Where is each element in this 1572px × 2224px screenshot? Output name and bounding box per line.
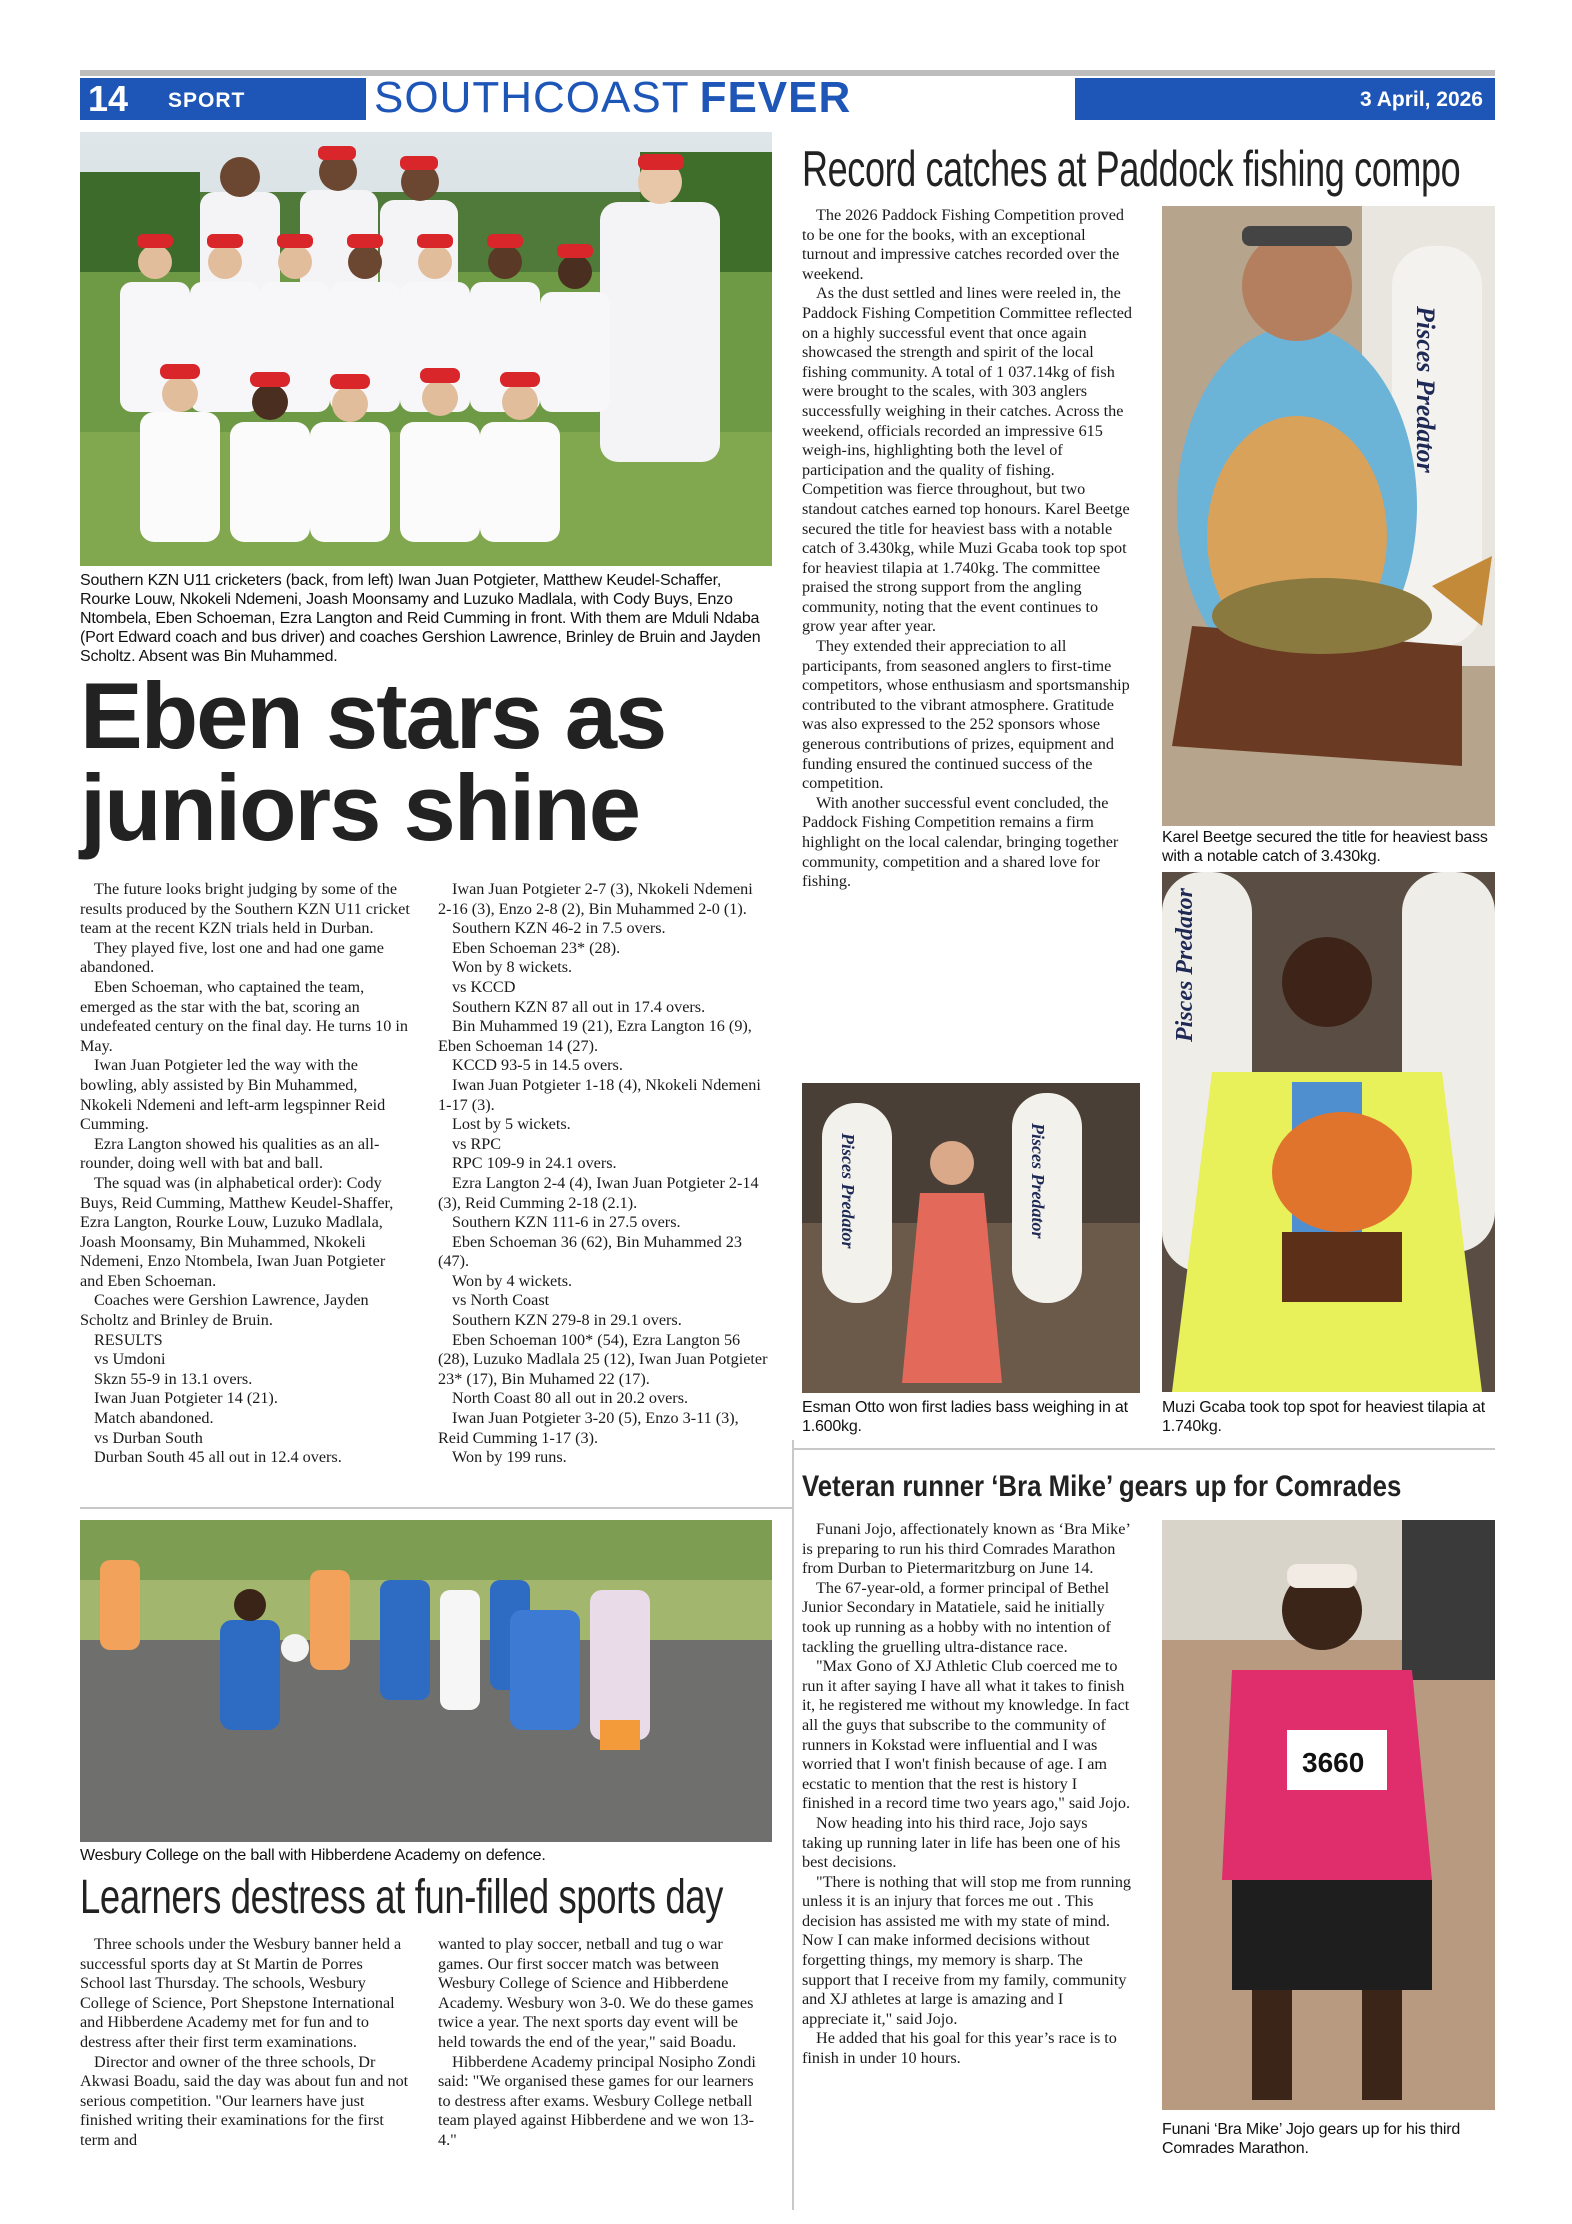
cricket-result-line: KCCD 93-5 in 14.5 overs. (452, 1056, 623, 1075)
cricket-column-1 (80, 880, 410, 1468)
comrades-paragraph: Funani Jojo, affectionately known as ‘Bra Mike’ is preparing to run his third Comrades Marathon from Durban to Pietermaritzburg on June 14. (802, 1520, 1130, 1578)
pisces-predator-label: Pisces Predator (1028, 1123, 1048, 1239)
cricket-result-line: Southern KZN 279-8 in 29.1 overs. (452, 1311, 682, 1330)
brand-light: SOUTHCOAST (374, 73, 690, 122)
muzi-gcaba-photo (1162, 872, 1495, 1392)
sports-day-paragraph: Three schools under the Wesbury banner held a successful sports day at St Martin de Porres School last Thursday. The schools, Wesbury College of Science, Port Shepstone International and Hibberdene Academy met for fun and to destress after their first term examinations. (80, 1935, 402, 2051)
cricket-team-photo (80, 132, 772, 566)
esman-otto-photo (802, 1083, 1140, 1393)
cricket-result-line: Southern KZN 111-6 in 27.5 overs. (452, 1213, 681, 1232)
cricket-paragraph: Eben Schoeman, who captained the team, emerged as the star with the bat, scoring an undefeated century on the final day. He turns 10 in May. (80, 977, 408, 1055)
comrades-body (802, 1520, 1132, 2069)
muzi-caption: Muzi Gcaba took top spot for heaviest tilapia at 1.740kg. (1162, 1399, 1486, 1435)
comrades-paragraph: Now heading into his third race, Jojo says taking up running later in life has been one of his best decisions. (802, 1813, 1121, 1872)
cricket-result-line: RPC 109-9 in 24.1 overs. (452, 1154, 617, 1173)
cricket-paragraph: Ezra Langton showed his qualities as an all-rounder, doing well with bat and ball. (80, 1134, 380, 1173)
cricket-result-line: Ezra Langton 2-4 (4), Iwan Juan Potgieter 2-14 (3), Reid Cumming 2-18 (2.1). (438, 1173, 759, 1212)
cricket-paragraph: The future looks bright judging by some of the results produced by the Southern KZN U11 cricket team at the recent KZN trials held in Durban. (80, 880, 410, 938)
comrades-paragraph: The 67-year-old, a former principal of Bethel Junior Secondary in Matatiele, said he initially took up running as a hobby with no intention of tackling the gruelling ultra-distance race. (802, 1578, 1111, 1656)
page-section-box (80, 78, 366, 120)
karel-caption: Karel Beetge secured the title for heaviest bass with a notable catch of 3.430kg. (1162, 829, 1488, 865)
cricket-result-line: Southern KZN 46-2 in 7.5 overs. (452, 919, 666, 938)
cricket-result-line: Iwan Juan Potgieter 2-7 (3), Nkokeli Ndemeni 2-16 (3), Enzo 2-8 (2), Bin Muhammed 2-0 (1). (438, 880, 753, 918)
fishing-paragraph: The 2026 Paddock Fishing Competition proved to be one for the books, with an exceptional turnout and impressive catches recorded over the weekend. (802, 206, 1124, 283)
cricket-headline: Eben stars as juniors shine (80, 663, 666, 860)
cricket-photo-caption: Southern KZN U11 cricketers (back, from left) Iwan Juan Potgieter, Matthew Keudel-Schaffer, Rourke Louw, Nkokeli Ndemeni, Joash Moonsamy and Luzuko Madlala, with Cody Buys, Enzo Ntombela, Eben Schoeman, Ezra Langton and Reid Cumming in front. With them are Mduli Ndaba (Port Edward coach and bus driver) and coaches Gershion Lawrence, Brinley de Bruin and Jayden Scholtz. Absent was Bin Muhammed. (80, 572, 761, 665)
sports-day-paragraph: wanted to play soccer, netball and tug o war games. Our first soccer match was between Wesbury College of Science and Hibberdene Academy. Wesbury won 3-0. We do these games twice a year. The next sports day event will be held towards the end of the year," said Boadu. (438, 1935, 754, 2051)
cricket-result-line: Iwan Juan Potgieter 3-20 (5), Enzo 3-11 (3), Reid Cumming 1-17 (3). (438, 1409, 739, 1447)
cricket-result-line: Bin Muhammed 19 (21), Ezra Langton 16 (9), Eben Schoeman 14 (27). (438, 1017, 752, 1055)
comrades-paragraph: "Max Gono of XJ Athletic Club coerced me to run it after saying I have all what it takes to finish it, he registered me without my knowledge. In fact all the guys that subscribe to the community of runners in Kokstad were influential and I was worried that I won't finish because of age. I am ecstatic to mention that the rest is history I finished in a record time two years ago," said Jojo. (802, 1657, 1131, 1813)
cricket-paragraph: vs Umdoni (94, 1350, 166, 1369)
fishing-body (802, 206, 1132, 892)
cricket-result-line: vs KCCD (452, 977, 516, 996)
issue-date: 3 April, 2026 (1075, 78, 1495, 120)
column-divider (792, 1510, 794, 2210)
cricket-result-line: vs North Coast (452, 1291, 550, 1310)
netball-photo (80, 1520, 772, 1842)
sports-day-column-1 (80, 1935, 410, 2151)
cricket-paragraph: Match abandoned. (94, 1409, 214, 1428)
column-divider (792, 1440, 794, 1510)
cricket-paragraph: Iwan Juan Potgieter 14 (21). (94, 1389, 278, 1408)
cricket-result-line: Won by 8 wickets. (452, 958, 573, 977)
brand-bold: FEVER (699, 73, 852, 122)
cricket-result-line: Lost by 5 wickets. (452, 1115, 571, 1134)
cricket-result-line: Eben Schoeman 100* (54), Ezra Langton 56 (28), Luzuko Madlala 25 (12), Iwan Juan Potgieter 23* (17), Bin Muhamed 22 (17). (438, 1330, 768, 1388)
cricket-result-line: Eben Schoeman 36 (62), Bin Muhammed 23 (47). (438, 1232, 742, 1271)
cricket-paragraph: Durban South 45 all out in 12.4 overs. (94, 1448, 342, 1467)
fishing-paragraph: As the dust settled and lines were reeled in, the Paddock Fishing Competition Committee reflected on a highly successful event that once again showcased the strength and spirit of the local fishing community. A total of 1 037.14kg of fish were brought to the scales, with 303 anglers successfully weighing in their catches. Across the weekend, officials recorded an impressive 615 weigh-ins, highlighting both the level of participation and the quality of fishing. Competition was fierce throughout, but two standout catches earned top honours. Karel Beetge secured the title for heaviest bass with a notable catch of 3.430kg, while Muzi Gcaba took top spot for heaviest tilapia at 1.740kg. The committee praised the strong support from the angling community, noting that the event continues to grow year after year. (802, 284, 1132, 636)
cricket-result-line: Won by 4 wickets. (452, 1271, 573, 1290)
cricket-paragraph: Coaches were Gershion Lawrence, Jayden Scholtz and Brinley de Bruin. (80, 1291, 369, 1330)
fishing-paragraph: They extended their appreciation to all participants, from seasoned anglers to first-time competitors, whose enthusiasm and sportsmanship contributed to the vibrant atmosphere. Gratitude was also expressed to the 252 sponsors whose generous contributions of prizes, equipment and funding ensured the continued success of the competition. (802, 637, 1130, 793)
karel-beetge-photo (1162, 206, 1495, 826)
bra-mike-photo (1162, 1520, 1495, 2110)
comrades-paragraph: He added that his goal for this year’s race is to finish in under 10 hours. (802, 2029, 1117, 2068)
netball-caption: Wesbury College on the ball with Hibberdene Academy on defence. (80, 1847, 546, 1864)
page-number: 14 (88, 78, 129, 119)
race-bib-number: 3660 (1302, 1747, 1365, 1778)
section-divider (80, 1507, 792, 1509)
pisces-predator-label: Pisces Predator (1172, 888, 1198, 1042)
cricket-result-line: North Coast 80 all out in 20.2 overs. (452, 1389, 689, 1408)
sports-day-headline: Learners destress at fun-filled sports day (80, 1871, 724, 1924)
comrades-paragraph: "There is nothing that will stop me from running unless it is an injury that forces me out . This decision has assisted me with my state of mind. Now I can make informed decisions without forgetting things, my memory is sharp. The support that I receive from my family, community and XJ athletes at large is amazing and I appreciate it," said Jojo. (802, 1872, 1132, 2028)
section-label: SPORT (168, 89, 246, 112)
cricket-paragraph: RESULTS (94, 1330, 163, 1349)
cricket-result-line: Iwan Juan Potgieter 1-18 (4), Nkokeli Ndemeni 1-17 (3). (438, 1075, 761, 1114)
fishing-paragraph: With another successful event concluded, the Paddock Fishing Competition remains a firm highlight on the local calendar, bringing together community, competition and a shared love for fishing. (802, 793, 1119, 891)
cricket-result-line: Eben Schoeman 23* (28). (452, 938, 621, 957)
cricket-paragraph: The squad was (in alphabetical order): Cody Buys, Reid Cumming, Matthew Keudel-Shaffer, Ezra Langton, Rourke Louw, Luzuko Madlala, Joash Moonsamy, Bin Muhammed, Nkokeli Ndemeni, Enzo Ntombela, Iwan Juan Potgieter and Eben Schoeman. (80, 1173, 394, 1290)
cricket-paragraph: vs Durban South (94, 1428, 203, 1447)
cricket-result-line: vs RPC (452, 1134, 502, 1153)
cricket-paragraph: Skzn 55-9 in 13.1 overs. (94, 1369, 253, 1388)
sports-day-paragraph: Director and owner of the three schools, Dr Akwasi Boadu, said the day was about fun and not serious competition. "Our learners have just finished writing their examinations for the first term and (80, 2052, 409, 2149)
pisces-predator-label: Pisces Predator (1411, 306, 1440, 473)
sports-day-column-2 (438, 1935, 768, 2151)
cricket-paragraph: They played five, lost one and had one game abandoned. (80, 938, 384, 977)
cricket-column-2 (438, 880, 768, 1468)
bra-mike-caption: Funani ‘Bra Mike’ Jojo gears up for his third Comrades Marathon. (1162, 2121, 1461, 2157)
section-divider (792, 1448, 1495, 1450)
sports-day-paragraph: Hibberdene Academy principal Nosipho Zondi said: "We organised these games for our learners to destress after exams. Wesbury College netball team played against Hibberdene and we won 13-4." (438, 2052, 756, 2149)
publication-brand (374, 72, 851, 124)
cricket-paragraph: Iwan Juan Potgieter led the way with the bowling, ably assisted by Bin Muhammed, Nkokeli Ndemeni and left-arm legspinner Reid Cumming. (80, 1056, 386, 1134)
comrades-headline: Veteran runner ‘Bra Mike’ gears up for Comrades (802, 1470, 1402, 1503)
esman-caption: Esman Otto won first ladies bass weighing in at 1.600kg. (802, 1399, 1128, 1435)
cricket-result-line: Southern KZN 87 all out in 17.4 overs. (452, 997, 706, 1016)
cricket-result-line: Won by 199 runs. (452, 1448, 567, 1467)
pisces-predator-label: Pisces Predator (838, 1133, 858, 1249)
fishing-headline: Record catches at Paddock fishing compo (802, 141, 1461, 197)
